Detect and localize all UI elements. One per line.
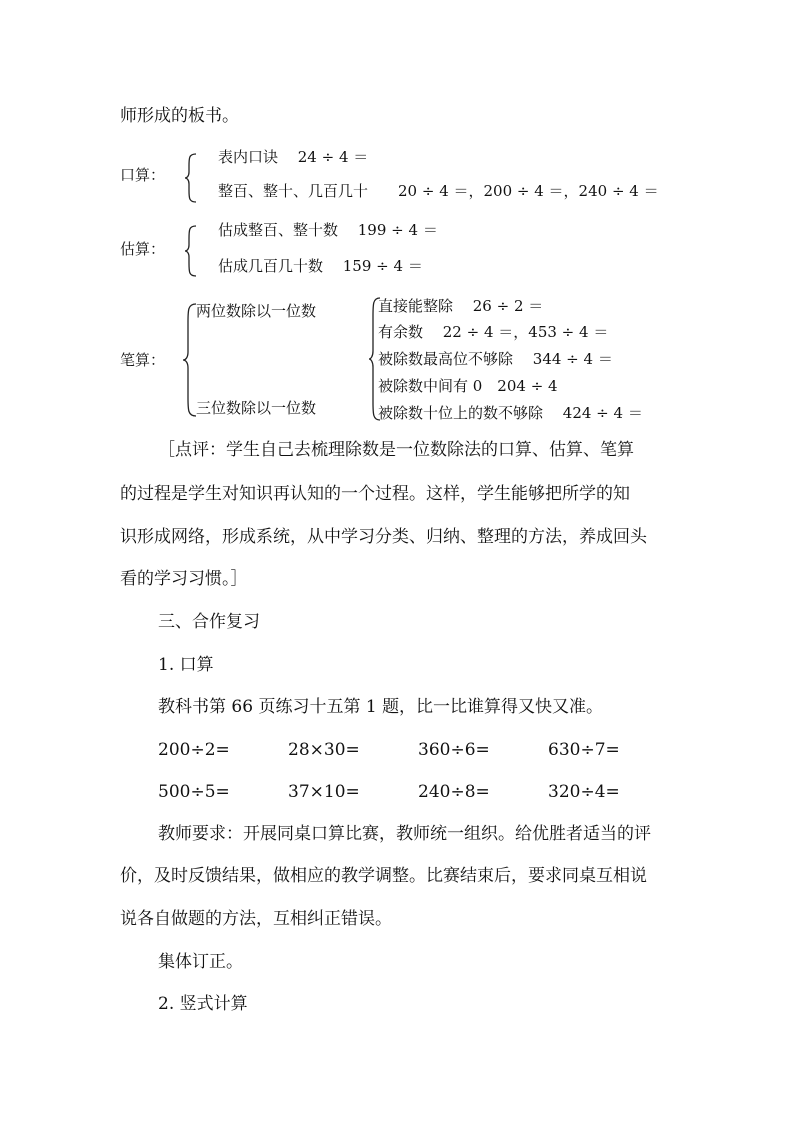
comment-line-2: 的过程是学生对知识再认知的一个过程。这样，学生能够把所学的知: [120, 484, 630, 504]
item-1-description: 教科书第 66 页练习十五第 1 题，比一比谁算得又快又准。: [158, 697, 604, 717]
bisuan-category-1: 两位数除以一位数: [196, 302, 317, 320]
intro-line: 师形成的板书。: [120, 106, 239, 126]
comment-line-1: ［点评：学生自己去梳理除数是一位数除法的口算、估算、笔算: [158, 440, 634, 460]
bisuan-label: 笔算：: [120, 351, 166, 369]
gusuan-brace: [184, 224, 198, 278]
gusuan-label: 估算：: [120, 240, 166, 258]
bisuan-case-3: 被除数最高位不够除 344 ÷ 4 ＝: [378, 350, 613, 368]
comment-line-3: 识形成网络，形成系统，从中学习分类、归纳、整理的方法，养成回头: [120, 527, 647, 547]
item-2-heading: 2. 竖式计算: [158, 994, 248, 1014]
bisuan-case-4: 被除数中间有 0 204 ÷ 4: [378, 377, 558, 395]
section-heading: 三、合作复习: [158, 612, 260, 632]
bisuan-category-2: 三位数除以一位数: [196, 399, 317, 417]
requirement-line-1: 教师要求：开展同桌口算比赛，教师统一组织。给优胜者适当的评: [158, 824, 651, 844]
comment-line-4: 看的学习习惯。］: [120, 569, 248, 589]
exercise: 200÷2=: [158, 740, 230, 760]
exercise: 320÷4=: [548, 782, 620, 802]
exercise: 630÷7=: [548, 740, 620, 760]
requirement-line-2: 价，及时反馈结果，做相应的教学调整。比赛结束后，要求同桌互相说: [120, 866, 647, 886]
exercise: 37×10=: [288, 782, 360, 802]
kousuan-line-1: 表内口诀 24 ÷ 4 ＝: [218, 148, 369, 166]
bisuan-case-2: 有余数 22 ÷ 4 ＝，453 ÷ 4 ＝: [378, 323, 609, 341]
gusuan-line-1: 估成整百、整十数 199 ÷ 4 ＝: [218, 221, 438, 239]
kousuan-label: 口算：: [120, 166, 166, 184]
kousuan-brace: [184, 152, 198, 204]
requirement-line-3: 说各自做题的方法，互相纠正错误。: [120, 909, 392, 929]
correction-line: 集体订正。: [158, 952, 243, 972]
gusuan-line-2: 估成几百几十数 159 ÷ 4 ＝: [218, 257, 423, 275]
exercise: 500÷5=: [158, 782, 230, 802]
bisuan-case-1: 直接能整除 26 ÷ 2 ＝: [378, 297, 544, 315]
exercise: 240÷8=: [418, 782, 490, 802]
bisuan-case-5: 被除数十位上的数不够除 424 ÷ 4 ＝: [378, 404, 643, 422]
kousuan-line-2: 整百、整十、几百几十 20 ÷ 4 ＝，200 ÷ 4 ＝，240 ÷ 4 ＝: [218, 182, 659, 200]
exercise: 28×30=: [288, 740, 360, 760]
item-1-heading: 1. 口算: [158, 655, 214, 675]
exercise: 360÷6=: [418, 740, 490, 760]
